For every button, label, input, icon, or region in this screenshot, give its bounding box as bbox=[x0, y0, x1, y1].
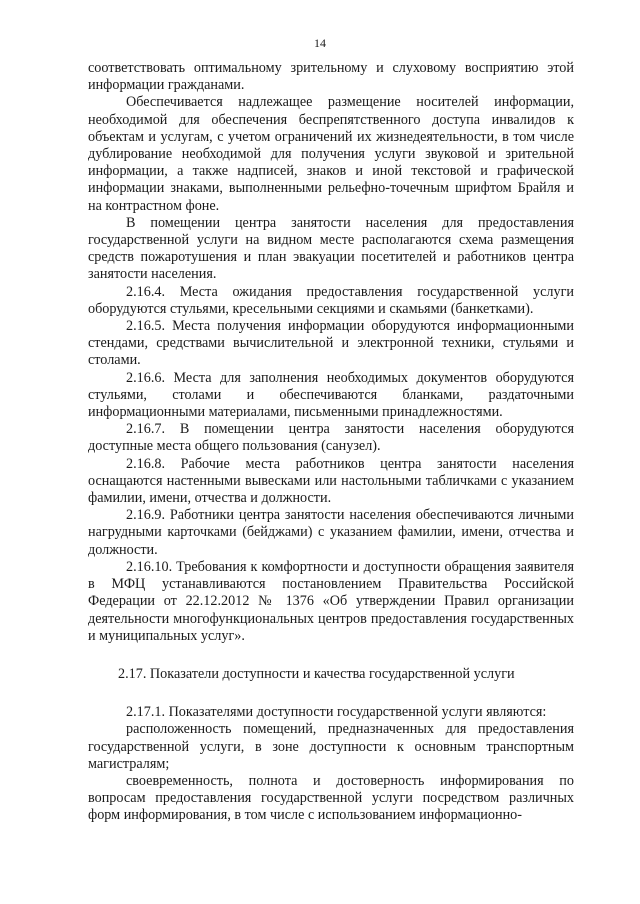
paragraph: 2.17.1. Показателями доступности государственной услуги являются: bbox=[126, 704, 547, 721]
paragraph: 2.16.6. Места для заполнения необходимых документов оборудуются стульями, столами и обеспечиваются бланками, раздаточными информационными материалами, письменными принадлежностями. bbox=[88, 369, 574, 421]
paragraph: 2.16.8. Рабочие места работников центра занятости населения оснащаются настенными вывесками или настольными табличками с указанием фамилии, имени, отчества и должности. bbox=[88, 455, 574, 507]
paragraph: соответствовать оптимальному зрительному и слуховому восприятию этой информации гражданами. bbox=[88, 60, 574, 94]
paragraph: 2.16.5. Места получения информации оборудуются информационными стендами, средствами вычислительной и электронной техники, стульями и столами. bbox=[88, 318, 574, 369]
paragraph: 2.16.4. Места ожидания предоставления государственной услуги оборудуются стульями, кресельными секциями и скамьями (банкетками). bbox=[88, 283, 574, 317]
paragraph: 2.16.10. Требования к комфортности и доступности обращения заявителя в МФЦ устанавливаются постановлением Правительства Российской Федерации от 22.12.2012 № 1376 «Об утверждении Правил организации деятельности многофункциональных центров предоставления государственных и муниципальных услуг». bbox=[88, 558, 574, 644]
paragraph: расположенность помещений, предназначенных для предоставления государственной услуги, в зоне доступности к основным транспортным магистралям; bbox=[88, 721, 574, 772]
paragraph: своевременность, полнота и достоверность информирования по вопросам предоставления государственной услуги посредством различных форм информирования, в том числе с использованием информационно- bbox=[88, 772, 574, 824]
page-number: 14 bbox=[314, 36, 326, 50]
paragraph: 2.16.7. В помещении центра занятости населения оборудуются доступные места общего пользования (санузел). bbox=[88, 421, 574, 455]
section-heading: 2.17. Показатели доступности и качества государственной услуги bbox=[118, 665, 515, 682]
paragraph: В помещении центра занятости населения для предоставления государственной услуги на видном месте располагаются схема размещения средств пожаротушения и план эвакуации посетителей и работников центра занятости населения. bbox=[88, 214, 574, 283]
paragraph: Обеспечивается надлежащее размещение носителей информации, необходимой для обеспечения беспрепятственного доступа инвалидов к объектам и услугам, с учетом ограничений их жизнедеятельности, в том числе дублирование необходимой для получения услуги звуковой и зрительной информации, а также надписей, знаков и иной текстовой и графической информации знаками, выполненными рельефно-точечным шрифтом Брайля и на контрастном фоне. bbox=[88, 94, 574, 214]
paragraph: 2.16.9. Работники центра занятости населения обеспечиваются личными нагрудными карточками (бейджами) с указанием фамилии, имени, отчества и должности. bbox=[88, 507, 574, 558]
document-body bbox=[88, 60, 574, 825]
